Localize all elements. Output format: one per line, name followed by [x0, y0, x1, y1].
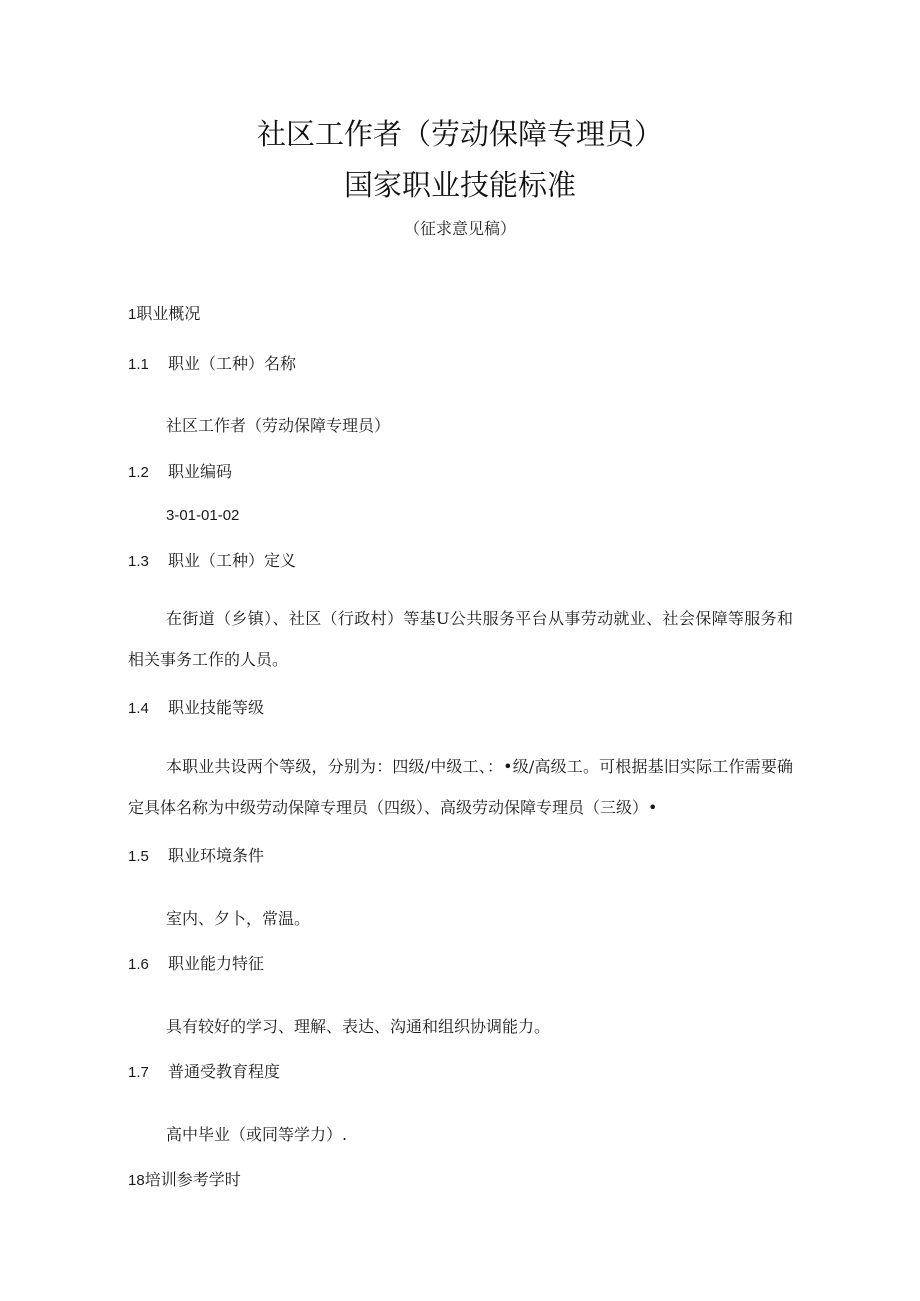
section-heading-1-6 — [128, 951, 264, 974]
section-number: 1.3 — [128, 553, 149, 570]
section-body-1-2: 3-01-01-02 — [166, 507, 240, 524]
section-title: 职业技能等级 — [168, 698, 265, 717]
document-title-line2: 国家职业技能标准 — [343, 168, 576, 202]
section-number: 1.6 — [128, 956, 149, 973]
section-number: 1.2 — [128, 464, 149, 481]
section-title: 职业（工种）名称 — [168, 354, 297, 373]
section-heading-1-5 — [128, 843, 264, 866]
section-heading-1-8 — [128, 1167, 241, 1190]
section-body-1-5: 室内、夕卜，常温。 — [166, 909, 311, 928]
chapter-title: 职业概况 — [136, 304, 201, 323]
section-title: 培训参考学时 — [144, 1170, 241, 1189]
section-body-1-4: 本职业共设两个等级，分别为：四级/中级工、：•级/高级工。可根据基旧实际工作需要确定具体名称为中级劳动保障专理员（四级）、高级劳动保障专理员（三级）• — [128, 757, 793, 817]
section-title: 职业环境条件 — [168, 846, 265, 865]
section-body-1-6: 具有较好的学习、理解、表达、沟通和组织协调能力。 — [166, 1017, 551, 1036]
section-number: 1.4 — [128, 700, 149, 717]
section-number: 1.1 — [128, 356, 149, 373]
section-body-1-3: 在街道（乡镇）、社区（行政村）等基U公共服务平台从事劳动就业、社会保障等服务和相关事务工作的人员。 — [128, 609, 793, 669]
section-number: 18 — [128, 1172, 145, 1189]
section-number: 1.5 — [128, 848, 149, 865]
section-body-1-7: 高中毕业（或同等学力）. — [166, 1125, 348, 1144]
section-heading-1-7 — [128, 1059, 280, 1082]
document-title-line1: 社区工作者（劳动保障专理员） — [256, 117, 663, 151]
section-heading-1-1 — [128, 351, 296, 374]
chapter-number: 1 — [128, 306, 137, 323]
section-body-1-1: 社区工作者（劳动保障专理员） — [166, 416, 391, 435]
section-heading-1-2 — [128, 459, 232, 482]
section-heading-1-4 — [128, 695, 264, 718]
chapter-heading — [128, 301, 200, 324]
section-title: 职业（工种）定义 — [168, 551, 297, 570]
section-title: 普通受教育程度 — [168, 1062, 281, 1081]
section-title: 职业编码 — [168, 462, 233, 481]
document-subtitle: （征求意见稿） — [403, 219, 516, 238]
section-number: 1.7 — [128, 1064, 149, 1081]
section-title: 职业能力特征 — [168, 954, 265, 973]
section-heading-1-3 — [128, 548, 296, 571]
